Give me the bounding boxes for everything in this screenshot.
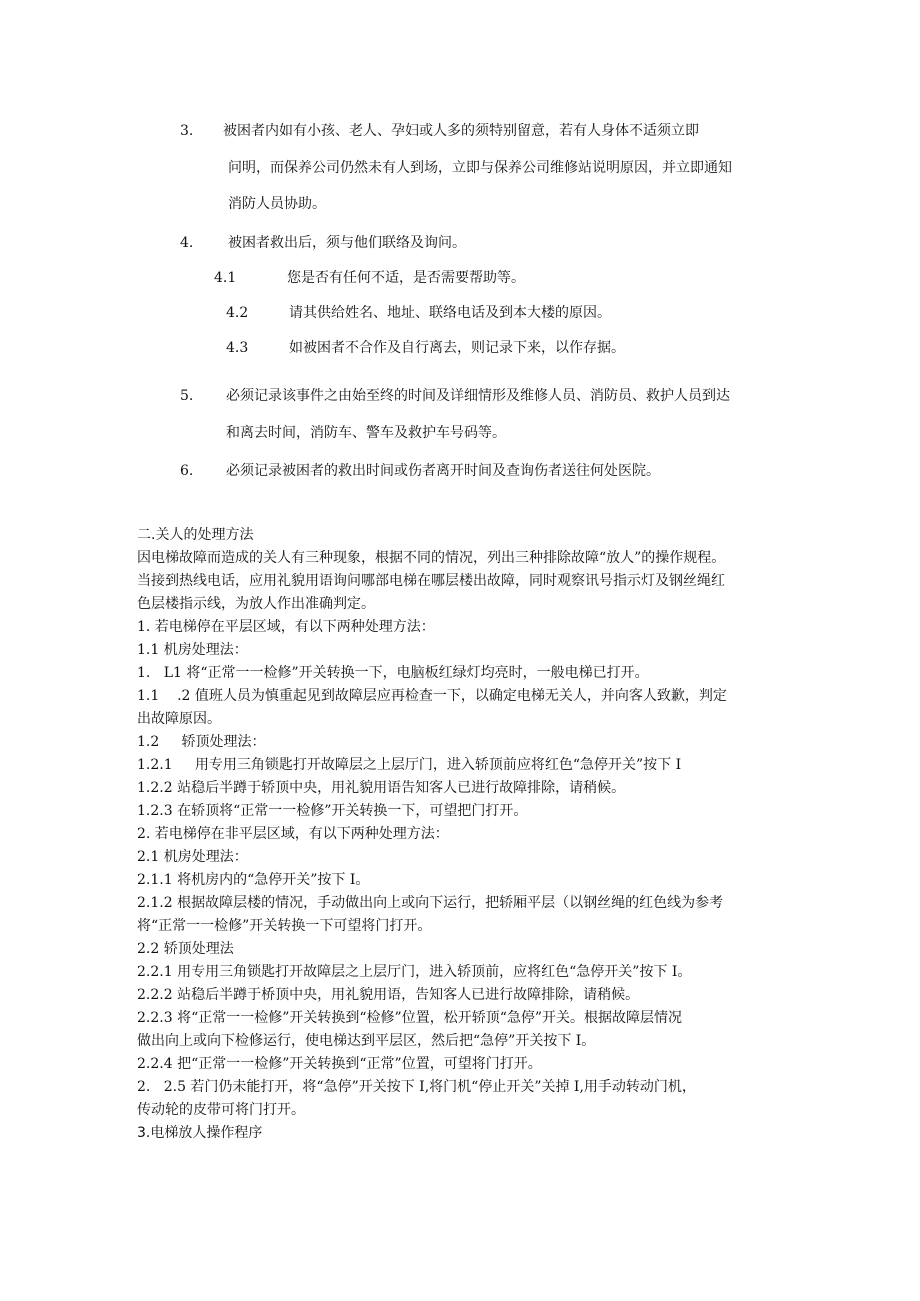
- paragraph-line: 3.电梯放人操作程序: [137, 1125, 263, 1141]
- sub-item-number: 4.3: [226, 340, 249, 356]
- paragraph-line: 2.1.2 根据故障层楼的情况，手动做出向上或向下运行，把轿厢平层（以钢丝绳的红色线为参考: [137, 895, 724, 911]
- paragraph-line: 2. 若电梯停在非平层区域，有以下两种处理方法：: [137, 826, 449, 842]
- sub-item-line: 请其供给姓名、地址、联络电话及到本大楼的原因。: [289, 305, 611, 321]
- paragraph-line: 1.2 轿顶处理法：: [137, 734, 266, 750]
- sub-item-line: 如被困者不合作及自行离去，则记录下来，以作存据。: [289, 340, 625, 356]
- paragraph-line: 将“正常一一检修”开关转换一下可望将门打开。: [137, 918, 432, 934]
- sub-item-number: 4.2: [226, 305, 249, 321]
- paragraph-line: 1. L1 将“正常一一检修”开关转换一下，电脑板红绿灯均亮时，一般电梯已打开。: [137, 665, 649, 681]
- paragraph-line: 2.2.4 把“正常一一检修”开关转换到“正常”位置，可望将门打开。: [137, 1056, 542, 1072]
- paragraph-line: 2.2.2 站稳后半蹲于桥顶中央，用礼貌用语，告知客人已进行故障排除，请稍候。: [137, 987, 640, 1003]
- paragraph-line: 1.2.2 站稳后半蹲于轿顶中央，用礼貌用语告知客人已进行故障排除，请稍候。: [137, 780, 626, 796]
- paragraph-line: 2. 2.5 若门仍未能打开，将“急停”开关按下 I,将门机“停止开关”关掉 I,用手动转动门机，: [137, 1079, 696, 1095]
- paragraph-line: 1.1 .2 值班人员为慎重起见到故障层应再检查一下，以确定电梯无关人，并向客人致歉，判定: [137, 688, 727, 704]
- paragraph-line: 做出向上或向下检修运行，使电梯达到平层区，然后把“急停”开关按下 I。: [137, 1033, 596, 1049]
- list-item-line: 和离去时间，消防车、警车及救护车号码等。: [226, 425, 506, 441]
- paragraph-line: 出故障原因。: [137, 711, 221, 727]
- list-item-number: 3.: [180, 123, 194, 139]
- list-item-number: 4.: [180, 235, 194, 251]
- list-item-line: 必须记录被困者的救出时间或伤者离开时间及查询伤者送往何处医院。: [226, 463, 660, 479]
- list-item-number: 6.: [180, 463, 194, 479]
- paragraph-line: 1.2.3 在轿顶将“正常一一检修”开关转换一下，可望把门打开。: [137, 803, 528, 819]
- paragraph-line: 2.2 轿顶处理法: [137, 941, 234, 957]
- list-item-line: 必须记录该事件之由始至终的时间及详细情形及维修人员、消防员、救护人员到达: [226, 388, 730, 404]
- list-item-line: 被困者内如有小孩、老人、孕妇或人多的须特别留意，若有人身体不适须立即: [223, 123, 699, 139]
- paragraph-line: 2.2.1 用专用三角锁匙打开故障层之上层厅门，进入轿顶前，应将红色“急停开关”按下 I。: [137, 964, 692, 980]
- list-item-line: 消防人员协助。: [228, 196, 326, 212]
- paragraph-line: 1.1 机房处理法：: [137, 642, 248, 658]
- paragraph-line: 色层楼指示线，为放人作出准确判定。: [137, 596, 375, 612]
- paragraph-line: 2.1.1 将机房内的“急停开关”按下 I。: [137, 872, 370, 888]
- sub-item-line: 您是否有任何不适，是否需要帮助等。: [287, 270, 525, 286]
- paragraph-line: 1. 若电梯停在平层区域，有以下两种处理方法：: [137, 619, 435, 635]
- section-body: [137, 524, 797, 1145]
- paragraph-line: 1.2.1 用专用三角锁匙打开故障层之上层厅门，进入轿顶前应将红色“急停开关”按下 I: [137, 757, 682, 773]
- sub-item-number: 4.1: [214, 270, 237, 286]
- paragraph-line: 当接到热线电话，应用礼貌用语询问哪部电梯在哪层楼出故障，同时观察讯号指示灯及钢丝绳红: [137, 573, 725, 589]
- paragraph-line: 2.1 机房处理法：: [137, 849, 248, 865]
- paragraph-line: 2.2.3 将“正常一一检修”开关转换到“检修”位置，松开轿顶“急停”开关。根据故障层情况: [137, 1010, 683, 1026]
- paragraph-line: 因电梯故障而造成的关人有三种现象，根据不同的情况，列出三种排除故障“放人”的操作规程。: [137, 550, 726, 566]
- list-item-number: 5.: [180, 388, 194, 404]
- paragraph-line: 传动轮的皮带可将门打开。: [137, 1102, 305, 1118]
- list-item-line: 问明，而保养公司仍然未有人到场，立即与保养公司维修站说明原因，并立即通知: [228, 160, 732, 176]
- section-heading: 二.关人的处理方法: [137, 527, 254, 543]
- list-item-line: 被困者救出后，须与他们联络及询问。: [228, 235, 466, 251]
